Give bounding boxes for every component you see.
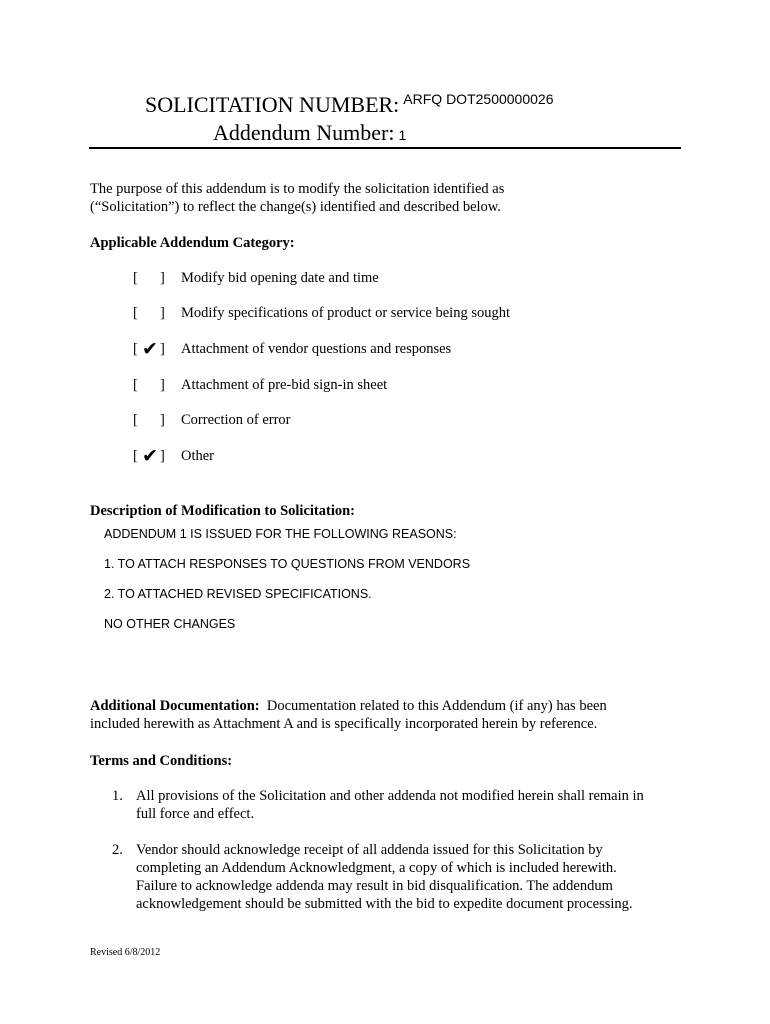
- solicitation-number-value: ARFQ DOT2500000026: [403, 91, 554, 107]
- purpose-line-2: (“Solicitation”) to reflect the change(s) identified and described below.: [90, 199, 501, 215]
- category-item-label: Other: [181, 448, 215, 464]
- addendum-number-line: [213, 120, 406, 146]
- category-item-label: Correction of error: [181, 412, 291, 428]
- term-line: full force and effect.: [136, 806, 255, 822]
- term-number: 2.: [112, 842, 123, 858]
- additional-documentation-label: Additional Documentation:: [90, 698, 260, 714]
- checkmark-icon: ✔: [142, 445, 158, 467]
- additional-documentation-paragraph: [90, 697, 680, 733]
- term-line: Vendor should acknowledge receipt of all addenda issued for this Solicitation by: [136, 842, 603, 858]
- additional-documentation-line-2: included herewith as Attachment A and is specifically incorporated herein by reference.: [90, 716, 598, 732]
- term-line: acknowledgement should be submitted with the bid to expedite document processing.: [136, 896, 633, 912]
- term-line: completing an Addendum Acknowledgment, a copy of which is included herewith.: [136, 860, 617, 876]
- description-line: 1. TO ATTACH RESPONSES TO QUESTIONS FROM VENDORS: [104, 557, 471, 571]
- term-item: [112, 787, 677, 827]
- category-item-label: Attachment of vendor questions and responses: [181, 341, 452, 357]
- term-item: [112, 841, 677, 917]
- solicitation-number-label: SOLICITATION NUMBER:: [145, 92, 400, 117]
- category-item-label: Attachment of pre-bid sign-in sheet: [181, 377, 388, 393]
- addendum-number-label: Addendum Number:: [213, 120, 395, 145]
- term-line: All provisions of the Solicitation and other addenda not modified herein shall remain in: [136, 788, 644, 804]
- purpose-paragraph: [90, 180, 680, 216]
- checkmark-icon: ✔: [142, 338, 158, 360]
- purpose-line-1: The purpose of this addendum is to modify the solicitation identified as: [90, 181, 505, 197]
- revision-date: Revised 6/8/2012: [90, 947, 161, 958]
- additional-documentation-line-1: Documentation related to this Addendum (if any) has been: [266, 698, 607, 714]
- category-heading: Applicable Addendum Category:: [90, 235, 295, 251]
- solicitation-number-line: [145, 92, 554, 118]
- description-line: 2. TO ATTACHED REVISED SPECIFICATIONS.: [104, 587, 372, 601]
- category-item-label: Modify bid opening date and time: [181, 270, 379, 286]
- addendum-number-value: 1: [398, 127, 407, 143]
- term-line: Failure to acknowledge addenda may result in bid disqualification. The addendum: [136, 878, 613, 894]
- description-heading: Description of Modification to Solicitation:: [90, 503, 356, 519]
- description-line: NO OTHER CHANGES: [104, 617, 236, 631]
- terms-heading: Terms and Conditions:: [90, 753, 233, 769]
- description-line: ADDENDUM 1 IS ISSUED FOR THE FOLLOWING REASONS:: [104, 527, 457, 541]
- category-item-label: Modify specifications of product or service being sought: [181, 305, 510, 321]
- term-number: 1.: [112, 788, 123, 804]
- header-divider: [89, 147, 681, 149]
